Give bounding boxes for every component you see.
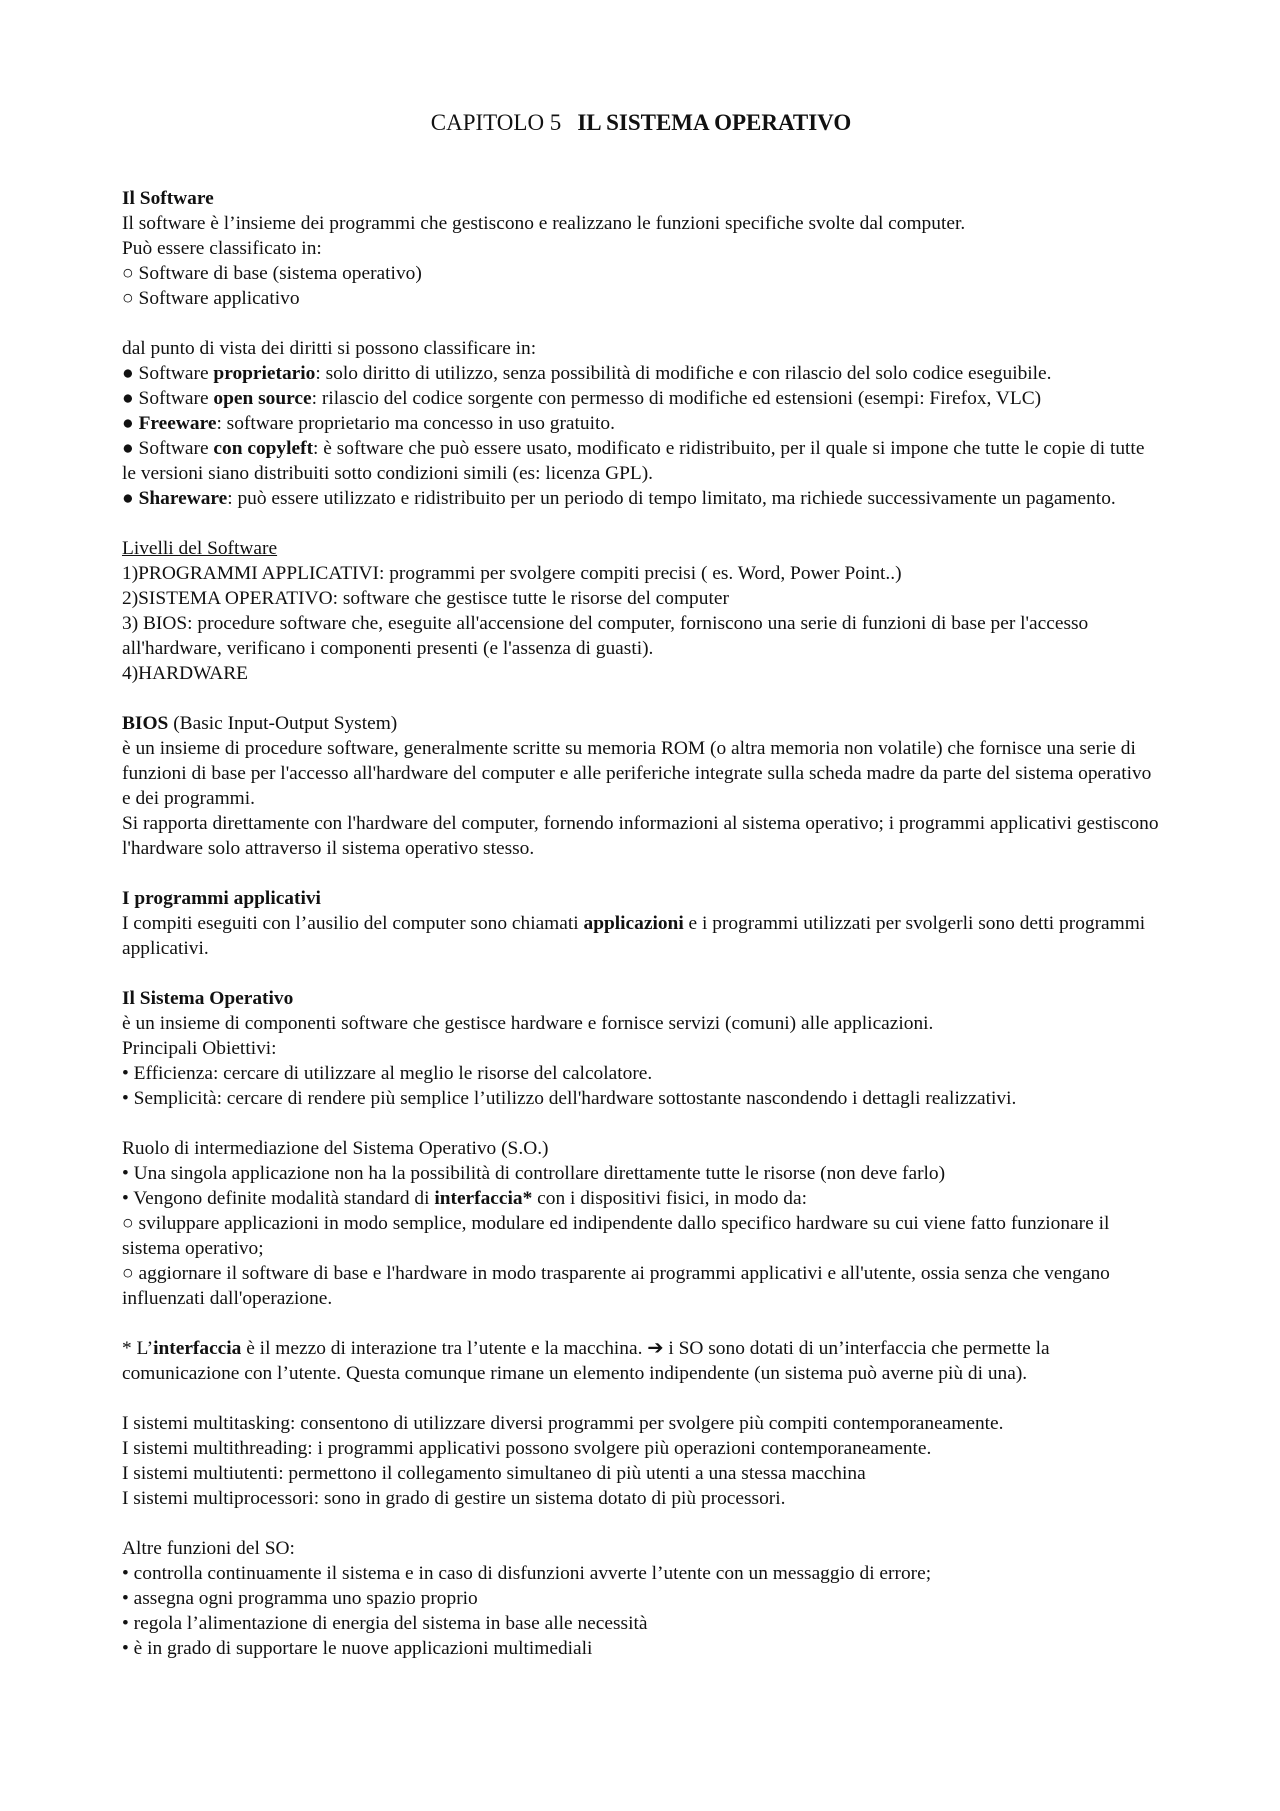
chapter-label: CAPITOLO 5 (430, 110, 562, 135)
chapter-title: IL SISTEMA OPERATIVO (577, 110, 852, 135)
paragraph: Si rapporta direttamente con l'hardware del computer, fornendo informazioni al sistema operativo; i programmi applicativi gestiscono l'hardware solo attraverso il sistema operativo stesso. (122, 813, 1159, 859)
page-title (122, 108, 1160, 138)
list-item: • è in grado di supportare le nuove applicazioni multimediali (122, 1638, 593, 1659)
paragraph: Può essere classificato in: (122, 238, 322, 259)
section-heading-software: Il Software (122, 188, 214, 209)
list-item: • Semplicità: cercare di rendere più semplice l’utilizzo dell'hardware sottostante nascondendo i dettagli realizzativi. (122, 1088, 1017, 1109)
paragraph: I compiti eseguiti con l’ausilio del computer sono chiamati applicazioni e i programmi utilizzati per svolgerli sono detti programmi applicativi. (122, 913, 1146, 959)
paragraph: è un insieme di procedure software, generalmente scritte su memoria ROM (o altra memoria non volatile) che fornisce una serie di funzioni di base per l'accesso all'hardware del computer e alle periferiche integrate sulla scheda madre da parte del sistema operativo e dei programmi. (122, 738, 1152, 809)
list-item: ● Software proprietario: solo diritto di utilizzo, senza possibilità di modifiche e con rilascio del solo codice eseguibile. (122, 363, 1052, 384)
section-heading-os: Il Sistema Operativo (122, 988, 294, 1009)
list-item: • Una singola applicazione non ha la possibilità di controllare direttamente tutte le risorse (non deve farlo) (122, 1163, 946, 1184)
list-item: • Vengono definite modalità standard di interfaccia* con i dispositivi fisici, in modo da: (122, 1188, 808, 1209)
paragraph: I sistemi multiutenti: permettono il collegamento simultaneo di più utenti a una stessa macchina (122, 1463, 866, 1484)
paragraph: Il software è l’insieme dei programmi che gestiscono e realizzano le funzioni specifiche svolte dal computer. (122, 213, 966, 234)
paragraph: I sistemi multiprocessori: sono in grado di gestire un sistema dotato di più processori. (122, 1488, 786, 1509)
list-item: ● Freeware: software proprietario ma concesso in uso gratuito. (122, 413, 615, 434)
section-heading-bios: BIOS (Basic Input-Output System) (122, 713, 398, 734)
paragraph: Principali Obiettivi: (122, 1038, 277, 1059)
list-item: • assegna ogni programma uno spazio proprio (122, 1588, 478, 1609)
list-item: ● Software con copyleft: è software che può essere usato, modificato e ridistribuito, per il quale si impone che tutte le copie di tutte le versioni siano distribuiti sotto condizioni simili (es: licenza GPL). (122, 438, 1145, 484)
list-item: 3) BIOS: procedure software che, eseguite all'accensione del computer, forniscono una serie di funzioni di base per l'accesso all'hardware, verificano i componenti presenti (e l'assenza di guasti). (122, 613, 1089, 659)
section-heading-levels: Livelli del Software (122, 538, 278, 559)
list-item: • controlla continuamente il sistema e in caso di disfunzioni avverte l’utente con un messaggio di errore; (122, 1563, 932, 1584)
list-item: ● Software open source: rilascio del codice sorgente con permesso di modifiche ed estensioni (esempi: Firefox, VLC) (122, 388, 1042, 409)
list-item: ● Shareware: può essere utilizzato e ridistribuito per un periodo di tempo limitato, ma richiede successivamente un pagamento. (122, 488, 1116, 509)
section-heading-other: Altre funzioni del SO: (122, 1538, 295, 1559)
list-item: 2)SISTEMA OPERATIVO: software che gestisce tutte le risorse del computer (122, 588, 729, 609)
list-item: ○ Software di base (sistema operativo) (122, 263, 422, 284)
paragraph: dal punto di vista dei diritti si possono classificare in: (122, 338, 537, 359)
list-item: ○ aggiornare il software di base e l'hardware in modo trasparente ai programmi applicativi e all'utente, ossia senza che vengano influenzati dall'operazione. (122, 1263, 1110, 1309)
list-item: • Efficienza: cercare di utilizzare al meglio le risorse del calcolatore. (122, 1063, 653, 1084)
list-item: • regola l’alimentazione di energia del sistema in base alle necessità (122, 1613, 648, 1634)
paragraph: è un insieme di componenti software che gestisce hardware e fornisce servizi (comuni) alle applicazioni. (122, 1013, 934, 1034)
list-item: ○ Software applicativo (122, 288, 300, 309)
list-item: 1)PROGRAMMI APPLICATIVI: programmi per svolgere compiti precisi ( es. Word, Power Point..) (122, 563, 902, 584)
section-heading-apps: I programmi applicativi (122, 888, 321, 909)
section-heading-role: Ruolo di intermediazione del Sistema Operativo (S.O.) (122, 1138, 549, 1159)
footnote-interfaccia: * L’interfaccia è il mezzo di interazione tra l’utente e la macchina. ➔ i SO sono dotati di un’interfaccia che permette la comunicazione con l’utente. Questa comunque rimane un elemento indipendente (un sistema può averne più di una). (122, 1338, 1050, 1384)
list-item: 4)HARDWARE (122, 663, 249, 684)
paragraph: I sistemi multithreading: i programmi applicativi possono svolgere più operazioni contemporaneamente. (122, 1438, 932, 1459)
paragraph: I sistemi multitasking: consentono di utilizzare diversi programmi per svolgere più compiti contemporaneamente. (122, 1413, 1004, 1434)
list-item: ○ sviluppare applicazioni in modo semplice, modulare ed indipendente dallo specifico hardware su cui viene fatto funzionare il sistema operativo; (122, 1213, 1110, 1259)
